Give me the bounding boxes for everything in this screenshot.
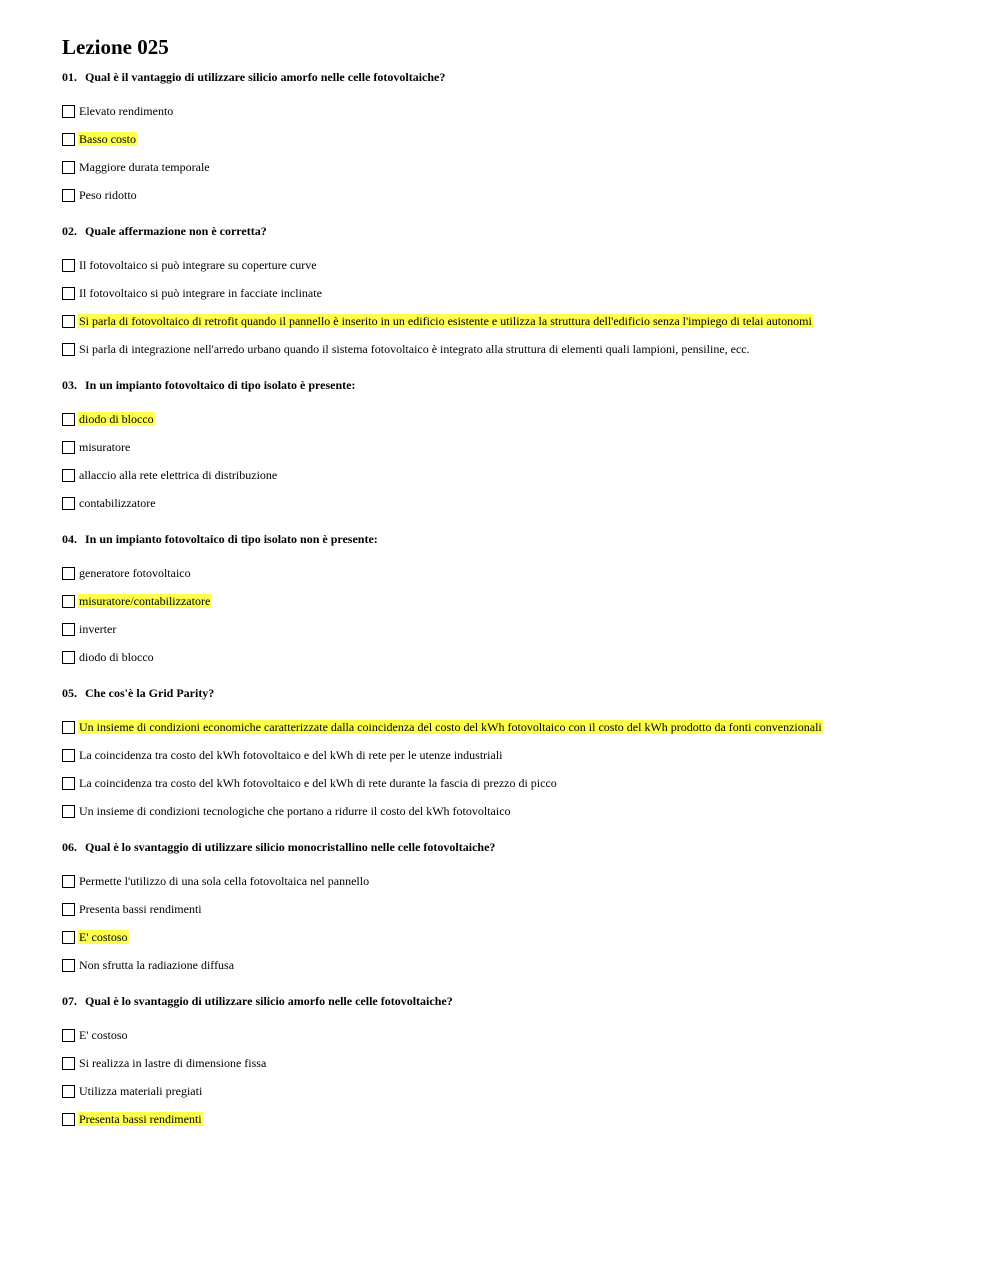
answer-option[interactable] [62,279,962,307]
question-text: Qual è il vantaggio di utilizzare silicio amorfo nelle celle fotovoltaiche? [85,70,446,84]
answer-checkbox[interactable] [62,189,75,202]
answer-checkbox[interactable] [62,1085,75,1098]
answer-checkbox[interactable] [62,161,75,174]
question-block [62,70,962,209]
answer-label: Si parla di integrazione nell'arredo urbano quando il sistema fotovoltaico è integrato alla struttura di elementi quali lampioni, pensiline, ecc. [79,342,750,356]
answer-checkbox[interactable] [62,875,75,888]
answer-option[interactable] [62,797,962,825]
question-heading [62,840,962,855]
answer-checkbox[interactable] [62,1113,75,1126]
question-text: Qual è lo svantaggio di utilizzare silicio monocristallino nelle celle fotovoltaiche? [85,840,496,854]
answer-option[interactable] [62,153,962,181]
answer-option[interactable] [62,951,962,979]
answer-label: Maggiore durata temporale [79,160,210,174]
answer-checkbox[interactable] [62,805,75,818]
answer-checkbox[interactable] [62,651,75,664]
answer-option[interactable] [62,251,962,279]
answer-option[interactable] [62,587,962,615]
answer-label: contabilizzatore [79,496,156,510]
answer-checkbox[interactable] [62,749,75,762]
answer-label-highlighted: misuratore/contabilizzatore [79,594,211,608]
answer-option[interactable] [62,489,962,517]
answer-label: Non sfrutta la radiazione diffusa [79,958,235,972]
answer-checkbox[interactable] [62,903,75,916]
answer-checkbox[interactable] [62,623,75,636]
question-number: 01. [62,70,77,84]
question-block [62,840,962,979]
answer-option[interactable] [62,923,962,951]
answer-option[interactable] [62,461,962,489]
question-number: 02. [62,224,77,238]
answer-option[interactable] [62,615,962,643]
answer-label: Elevato rendimento [79,104,174,118]
question-block [62,378,962,517]
answer-label: inverter [79,622,117,636]
answer-option[interactable] [62,1077,962,1105]
answer-checkbox[interactable] [62,1029,75,1042]
answer-checkbox[interactable] [62,1057,75,1070]
question-number: 05. [62,686,77,700]
answer-checkbox[interactable] [62,595,75,608]
answer-label-highlighted: Basso costo [79,132,136,146]
answer-label: diodo di blocco [79,650,154,664]
answer-checkbox[interactable] [62,721,75,734]
answer-label: Il fotovoltaico si può integrare su coperture curve [79,258,317,272]
answer-checkbox[interactable] [62,777,75,790]
answer-label: misuratore [79,440,131,454]
question-number: 04. [62,532,77,546]
answer-label: Si realizza in lastre di dimensione fissa [79,1056,267,1070]
answer-label: Utilizza materiali pregiati [79,1084,203,1098]
answer-label: Il fotovoltaico si può integrare in facciate inclinate [79,286,322,300]
answer-label-highlighted: diodo di blocco [79,412,154,426]
answer-label-highlighted: Presenta bassi rendimenti [79,1112,202,1126]
question-block [62,686,962,825]
question-number: 06. [62,840,77,854]
answer-label-highlighted: Un insieme di condizioni economiche caratterizzate dalla coincidenza del costo del kWh fotovoltaico con il costo del kWh prodotto da fonti convenzionali [79,720,822,734]
answer-option[interactable] [62,559,962,587]
answer-option[interactable] [62,741,962,769]
answer-label: Peso ridotto [79,188,137,202]
answer-option[interactable] [62,895,962,923]
answer-label-highlighted: Si parla di fotovoltaico di retrofit quando il pannello è inserito in un edificio esistente e utilizza la struttura dell'edificio senza l'impiego di telai autonomi [79,314,812,328]
question-heading [62,224,962,239]
answer-checkbox[interactable] [62,567,75,580]
answer-checkbox[interactable] [62,441,75,454]
question-text: Qual è lo svantaggio di utilizzare silicio amorfo nelle celle fotovoltaiche? [85,994,453,1008]
question-heading [62,532,962,547]
answer-checkbox[interactable] [62,343,75,356]
answer-checkbox[interactable] [62,133,75,146]
answer-option[interactable] [62,97,962,125]
answer-option[interactable] [62,1105,962,1133]
question-text: In un impianto fotovoltaico di tipo isolato è presente: [85,378,356,392]
question-heading [62,378,962,393]
answer-checkbox[interactable] [62,287,75,300]
answer-checkbox[interactable] [62,931,75,944]
question-text: Quale affermazione non è corretta? [85,224,267,238]
answer-option[interactable] [62,643,962,671]
answer-label: Presenta bassi rendimenti [79,902,202,916]
question-text: Che cos'è la Grid Parity? [85,686,215,700]
answer-label: Un insieme di condizioni tecnologiche che portano a ridurre il costo del kWh fotovoltaico [79,804,511,818]
document-page [62,34,962,1133]
question-heading [62,994,962,1009]
question-heading [62,686,962,701]
question-block [62,224,962,363]
answer-option[interactable] [62,1049,962,1077]
answer-option[interactable] [62,181,962,209]
answer-label: Permette l'utilizzo di una sola cella fotovoltaica nel pannello [79,874,370,888]
answer-checkbox[interactable] [62,959,75,972]
answer-checkbox[interactable] [62,315,75,328]
answer-option[interactable] [62,713,962,741]
question-list [62,70,962,1133]
answer-checkbox[interactable] [62,469,75,482]
answer-option[interactable] [62,125,962,153]
question-number: 07. [62,994,77,1008]
answer-checkbox[interactable] [62,105,75,118]
question-block [62,532,962,671]
answer-label: allaccio alla rete elettrica di distribuzione [79,468,278,482]
question-number: 03. [62,378,77,392]
answer-checkbox[interactable] [62,259,75,272]
question-block [62,994,962,1133]
answer-option[interactable] [62,405,962,433]
answer-option[interactable] [62,769,962,797]
answer-label: generatore fotovoltaico [79,566,191,580]
answer-option[interactable] [62,307,962,335]
answer-option[interactable] [62,1021,962,1049]
question-text: In un impianto fotovoltaico di tipo isolato non è presente: [85,532,378,546]
lesson-title: Lezione 025 [62,35,169,59]
answer-label: E' costoso [79,1028,128,1042]
answer-label: La coincidenza tra costo del kWh fotovoltaico e del kWh di rete per le utenze industriali [79,748,503,762]
answer-option[interactable] [62,335,962,363]
answer-checkbox[interactable] [62,413,75,426]
answer-checkbox[interactable] [62,497,75,510]
question-heading [62,70,962,85]
answer-option[interactable] [62,433,962,461]
answer-option[interactable] [62,867,962,895]
answer-label: La coincidenza tra costo del kWh fotovoltaico e del kWh di rete durante la fascia di prezzo di picco [79,776,557,790]
answer-label-highlighted: E' costoso [79,930,128,944]
